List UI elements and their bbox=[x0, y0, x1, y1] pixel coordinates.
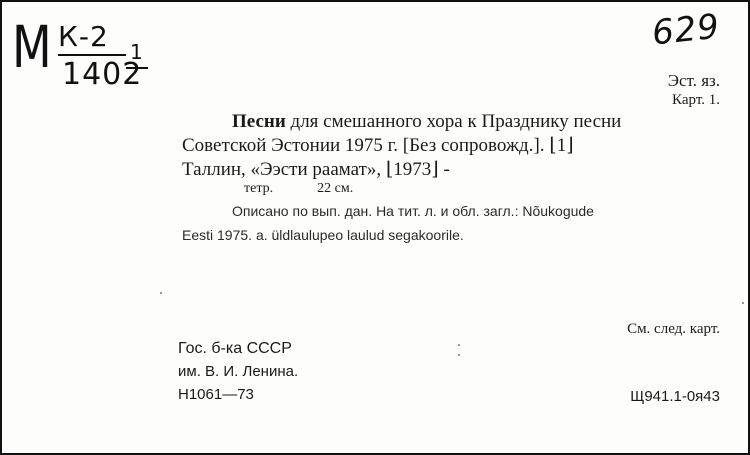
see-next-card: См. след. карт. bbox=[627, 321, 720, 337]
catalog-number: Н1061—73 bbox=[178, 386, 254, 403]
handwritten-fraction-line bbox=[58, 54, 126, 56]
entry-physical-description bbox=[244, 182, 353, 196]
handwritten-superscript-underline bbox=[126, 67, 148, 69]
note-line-1: Описано по вып. дан. На тит. л. и обл. загл.: Nõukogude bbox=[232, 203, 594, 219]
handwritten-shelf-bottom: 1402 bbox=[62, 57, 143, 92]
entry-size: 22 см. bbox=[317, 181, 354, 196]
entry-title-bold: Песни bbox=[232, 111, 286, 132]
scan-speck bbox=[742, 302, 744, 304]
entry-line-2: Советской Эстонии 1975 г. [Без сопровожд.]. ⌊1⌋ bbox=[182, 135, 574, 156]
entry-title-rest: для смешанного хора к Празднику песни bbox=[285, 111, 622, 132]
scan-speck bbox=[160, 292, 162, 294]
library-name-line-1: Гос. б-ка СССР bbox=[178, 340, 292, 357]
handwritten-shelf-top: К-2 bbox=[58, 20, 109, 53]
note-line-2: Eesti 1975. a. üldlaulupeo laulud segakoorile. bbox=[182, 227, 464, 243]
entry-imprint: Таллин, «Ээсти раамат», ⌊1973⌋ - bbox=[182, 159, 450, 180]
library-name-line-2: им. В. И. Ленина. bbox=[178, 363, 299, 380]
handwritten-letter: М bbox=[12, 13, 53, 81]
handwritten-superscript: 1 bbox=[130, 40, 144, 64]
scan-speck bbox=[458, 354, 460, 356]
entry-title-line bbox=[232, 112, 621, 131]
language-label: Эст. яз. bbox=[667, 71, 720, 90]
class-mark: Щ941.1-0я43 bbox=[630, 388, 720, 405]
handwritten-code: 629 bbox=[650, 6, 722, 54]
card-number: Карт. 1. bbox=[672, 92, 720, 108]
scan-speck bbox=[458, 344, 460, 346]
entry-format: тетр. bbox=[244, 181, 274, 196]
